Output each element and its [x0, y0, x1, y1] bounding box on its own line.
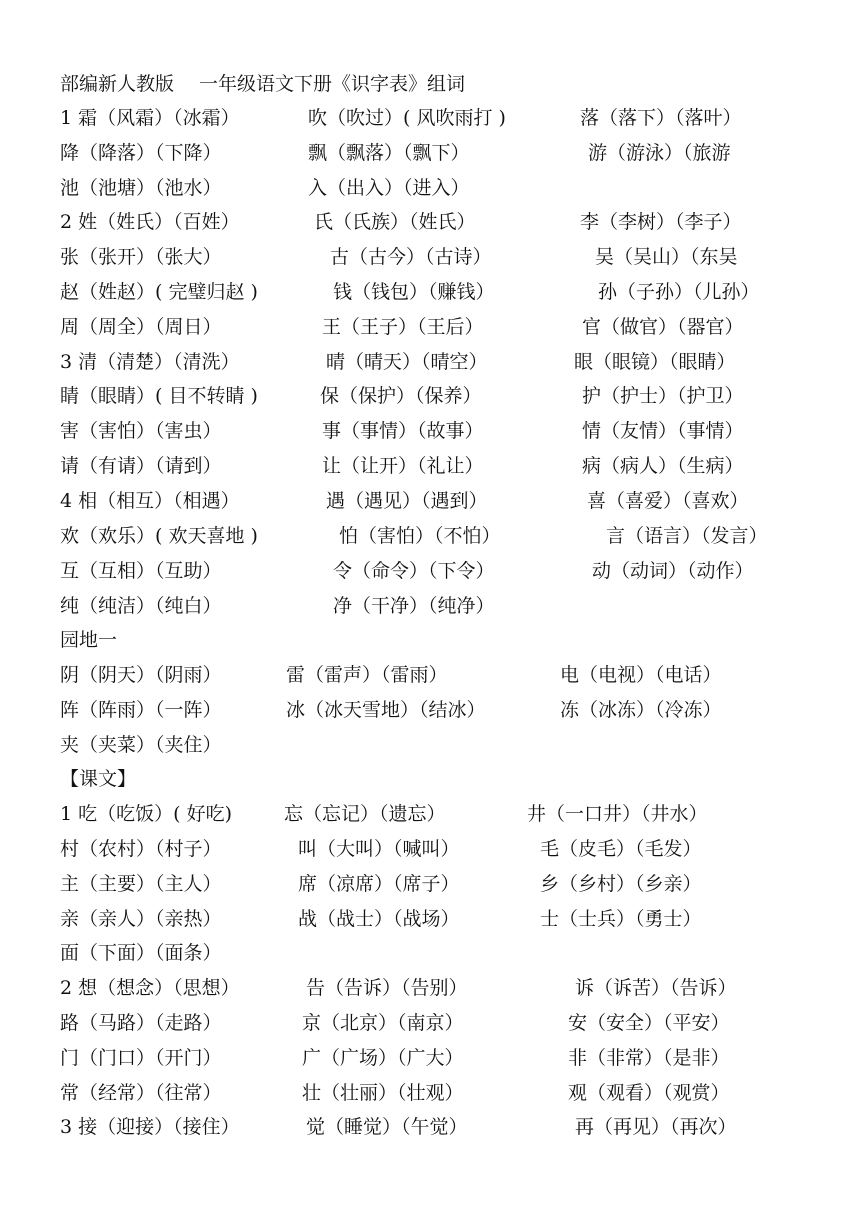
word-row: [0, 417, 860, 445]
word-entry: 3 接（迎接）（接住）: [60, 1116, 240, 1138]
word-entry: 周（周全）（周日）: [60, 316, 222, 338]
word-entry: 病（病人）（生病）: [582, 455, 744, 477]
document-title: [0, 70, 860, 98]
word-entry: 令（命令）（下令）: [333, 560, 495, 582]
word-entry: 4 相（相互）（相遇）: [60, 490, 240, 512]
word-entry: 冰（冰天雪地）（结冰）: [286, 699, 486, 721]
word-entry: 非（非常）（是非）: [568, 1047, 730, 1069]
word-row: [0, 278, 860, 306]
word-row: [0, 1044, 860, 1072]
word-entry: 主（主要）（主人）: [60, 873, 222, 895]
word-entry: 氏（氏族）（姓氏）: [314, 211, 476, 233]
word-entry: 京（北京）（南京）: [302, 1012, 464, 1034]
word-entry: 事（事情）（故事）: [322, 420, 484, 442]
word-row: [0, 348, 860, 376]
word-entry: 欢（欢乐）( 欢天喜地 ): [60, 525, 258, 547]
word-entry: 请（有请）（请到）: [60, 455, 222, 477]
word-row: [0, 104, 860, 132]
word-row: [0, 835, 860, 863]
word-entry: 护（护士）（护卫）: [582, 385, 744, 407]
word-row: [0, 800, 860, 828]
word-row: [0, 522, 860, 550]
word-entry: 净（干净）（纯净）: [333, 595, 495, 617]
word-entry: 遇（遇见）（遇到）: [326, 490, 488, 512]
word-entry: 喜（喜爱）（喜欢）: [587, 490, 749, 512]
word-entry: 常（经常）（往常）: [60, 1082, 222, 1104]
word-entry: 园地一: [60, 629, 118, 651]
word-entry: 害（害怕）（害虫）: [60, 420, 222, 442]
word-row: [0, 661, 860, 689]
word-row: [0, 243, 860, 271]
word-row: [0, 487, 860, 515]
word-entry: 夹（夹菜）（夹住）: [60, 734, 222, 756]
word-entry: 亲（亲人）（亲热）: [60, 908, 222, 930]
word-row: [0, 626, 860, 654]
word-entry: 1 霜（风霜）（冰霜）: [60, 107, 240, 129]
word-row: [0, 208, 860, 236]
word-entry: 毛（皮毛）（毛发）: [540, 838, 702, 860]
word-entry: 怕（害怕）（不怕）: [339, 525, 501, 547]
word-entry: 门（门口）（开门）: [60, 1047, 222, 1069]
word-entry: 互（互相）（互助）: [60, 560, 222, 582]
word-entry: 觉（睡觉）（午觉）: [306, 1116, 468, 1138]
word-entry: 情（友情）（事情）: [582, 420, 744, 442]
word-row: [0, 174, 860, 202]
word-entry: 2 姓（姓氏）（百姓）: [60, 211, 240, 233]
word-entry: 纯（纯洁）（纯白）: [60, 595, 222, 617]
word-row: [0, 1079, 860, 1107]
word-entry: 电（电视）（电话）: [560, 664, 722, 686]
word-entry: 吹（吹过）( 风吹雨打 ): [308, 107, 506, 129]
word-entry: 诉（诉苦）（告诉）: [575, 977, 737, 999]
word-entry: 官（做官）（器官）: [582, 316, 744, 338]
word-row: [0, 765, 860, 793]
word-entry: 赵（姓赵）( 完璧归赵 ): [60, 281, 258, 303]
word-row: [0, 139, 860, 167]
word-row: [0, 1113, 860, 1141]
word-entry: 睛（眼睛）( 目不转睛 ): [60, 385, 258, 407]
word-entry: 【课文】: [60, 768, 137, 790]
word-entry: 钱（钱包）（赚钱）: [333, 281, 495, 303]
word-entry: 安（安全）（平安）: [568, 1012, 730, 1034]
word-entry: 战（战士）（战场）: [298, 908, 460, 930]
word-entry: 动（动词）（动作）: [592, 560, 754, 582]
word-row: [0, 974, 860, 1002]
word-entry: 叫（大叫）（喊叫）: [298, 838, 460, 860]
word-row: [0, 592, 860, 620]
word-entry: 2 想（想念）（思想）: [60, 977, 240, 999]
word-entry: 言（语言）（发言）: [606, 525, 768, 547]
word-entry: 冻（冰冻）（冷冻）: [560, 699, 722, 721]
word-entry: 游（游泳）（旅游: [588, 142, 731, 164]
word-entry: 壮（壮丽）（壮观）: [302, 1082, 464, 1104]
word-entry: 面（下面）（面条）: [60, 942, 222, 964]
word-entry: 忘（忘记）（遗忘）: [284, 803, 446, 825]
word-entry: 吴（吴山）（东吴: [595, 246, 738, 268]
word-row: [0, 557, 860, 585]
word-entry: 1 吃（吃饭）( 好吃): [60, 803, 232, 825]
word-entry: 观（观看）（观赏）: [568, 1082, 730, 1104]
word-entry: 广（广场）（广大）: [302, 1047, 464, 1069]
word-entry: 阵（阵雨）（一阵）: [60, 699, 222, 721]
word-entry: 村（农村）（村子）: [60, 838, 222, 860]
word-entry: 眼（眼镜）（眼睛）: [574, 351, 736, 373]
word-row: [0, 382, 860, 410]
title-text: 部编新人教版 一年级语文下册《识字表》组词: [60, 73, 466, 95]
word-entry: 孙（子孙）（儿孙）: [598, 281, 760, 303]
word-entry: 李（李树）（李子）: [580, 211, 742, 233]
word-entry: 保（保护）（保养）: [320, 385, 482, 407]
word-entry: 再（再见）（再次）: [575, 1116, 737, 1138]
word-entry: 士（士兵）（勇士）: [540, 908, 702, 930]
word-entry: 乡（乡村）（乡亲）: [540, 873, 702, 895]
word-row: [0, 731, 860, 759]
word-entry: 飘（飘落）（飘下）: [308, 142, 470, 164]
word-row: [0, 313, 860, 341]
word-entry: 晴（晴天）（晴空）: [326, 351, 488, 373]
word-entry: 池（池塘）（池水）: [60, 177, 222, 199]
word-entry: 雷（雷声）（雷雨）: [286, 664, 448, 686]
word-row: [0, 905, 860, 933]
word-entry: 王（王子）（王后）: [322, 316, 484, 338]
word-entry: 席（凉席）（席子）: [298, 873, 460, 895]
word-entry: 井（一口井）（井水）: [527, 803, 708, 825]
word-entry: 张（张开）（张大）: [60, 246, 222, 268]
word-row: [0, 870, 860, 898]
word-entry: 古（古今）（古诗）: [330, 246, 492, 268]
word-entry: 阴（阴天）（阴雨）: [60, 664, 222, 686]
word-entry: 让（让开）（礼让）: [322, 455, 484, 477]
word-entry: 路（马路）（走路）: [60, 1012, 222, 1034]
word-row: [0, 452, 860, 480]
word-entry: 3 清（清楚）（清洗）: [60, 351, 240, 373]
word-entry: 告（告诉）（告别）: [306, 977, 468, 999]
word-row: [0, 939, 860, 967]
word-entry: 入（出入）（进入）: [308, 177, 470, 199]
word-row: [0, 1009, 860, 1037]
word-entry: 降（降落）（下降）: [60, 142, 222, 164]
word-entry: 落（落下）（落叶）: [580, 107, 742, 129]
word-row: [0, 696, 860, 724]
